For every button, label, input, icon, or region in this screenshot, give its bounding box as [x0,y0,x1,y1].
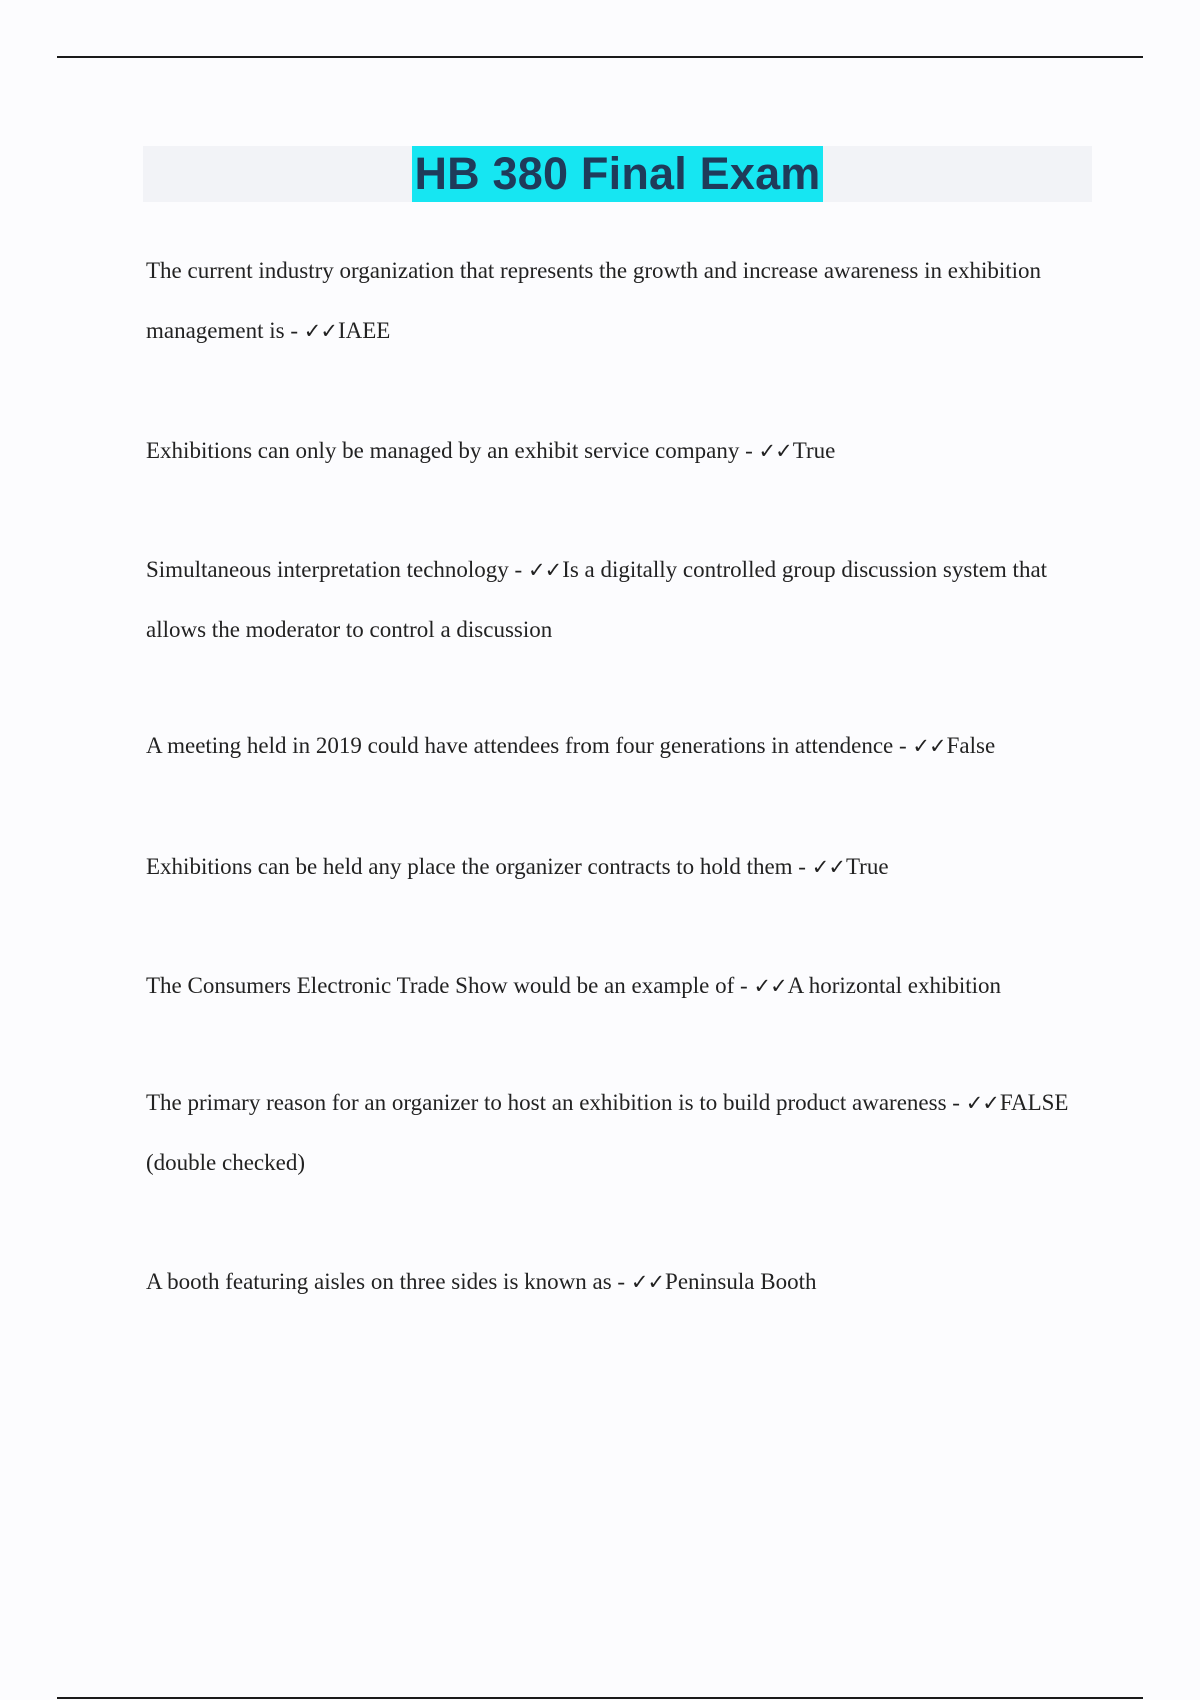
title-band [143,146,1092,202]
double-check-icon: ✓✓ [811,855,845,879]
answer-text: A horizontal exhibition [787,973,1002,998]
question-text: A booth featuring aisles on three sides is known as - [146,1269,631,1294]
qa-item [146,956,1096,1016]
question-text: The primary reason for an organizer to host an exhibition is to build product awareness - [146,1090,966,1115]
qa-item [146,716,1096,776]
page-title: HB 380 Final Exam [412,146,822,202]
double-check-icon: ✓✓ [527,558,562,582]
answer-text: IAEE [337,318,391,343]
qa-item [146,540,1096,660]
question-text: Exhibitions can be held any place the organizer contracts to hold them - [146,854,812,879]
qa-item [146,837,1096,897]
top-rule [57,56,1143,58]
answer-text: Is a digitally controlled group discussion system that allows the moderator to control a discussion [146,557,1048,642]
qa-item [146,1073,1096,1193]
qa-item [146,421,1096,481]
answer-text: FALSE (double checked) [146,1090,1069,1175]
answer-text: Peninsula Booth [665,1269,817,1294]
answer-text: False [946,733,996,758]
qa-item [146,1252,1096,1312]
answer-text: True [845,854,889,879]
double-check-icon: ✓✓ [912,734,946,758]
double-check-icon: ✓✓ [758,439,792,463]
question-text: The Consumers Electronic Trade Show would be an example of - [146,973,754,998]
question-text: The current industry organization that represents the growth and increase awareness in exhibition management is - [146,258,1042,343]
double-check-icon: ✓✓ [630,1270,665,1294]
question-text: A meeting held in 2019 could have attendees from four generations in attendence - [146,733,913,758]
question-text: Exhibitions can only be managed by an exhibit service company - [146,438,759,463]
double-check-icon: ✓✓ [965,1091,999,1115]
answer-text: True [792,438,836,463]
qa-item [146,241,1096,361]
double-check-icon: ✓✓ [303,319,337,343]
bottom-rule [57,1697,1143,1699]
double-check-icon: ✓✓ [753,974,787,998]
question-text: Simultaneous interpretation technology - [146,557,528,582]
